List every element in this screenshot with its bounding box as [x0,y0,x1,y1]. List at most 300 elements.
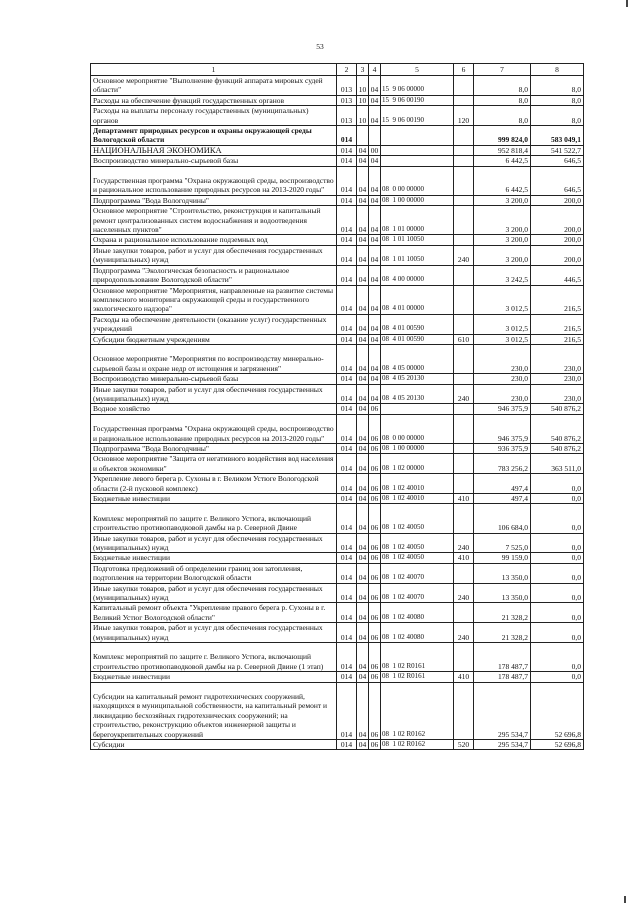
row-name-cell: Субсидии бюджетным учреждениям [91,334,337,344]
row-gr-cell: 014 [337,145,357,155]
row-pr-cell [369,126,381,146]
table-row [91,474,584,494]
row-csr-cell: 08 1 01 10050 [381,245,454,265]
row-rz-cell: 04 [357,443,369,453]
row-rz-cell: 04 [357,643,369,672]
row-csr-cell: 08 1 02 40050 [381,553,454,563]
row-value-1-cell: 3 200,0 [474,195,531,205]
header-row [91,64,584,76]
row-rz-cell: 04 [357,404,369,414]
row-pr-cell: 04 [369,265,381,285]
row-vr-cell [454,344,474,373]
row-pr-cell: 04 [369,76,381,96]
row-vr-cell: 240 [454,533,474,553]
row-value-2-cell: 216,5 [531,314,584,334]
row-gr-cell: 014 [337,374,357,384]
row-value-2-cell: 216,5 [531,334,584,344]
row-rz-cell: 04 [357,682,369,739]
table-row [91,553,584,563]
row-value-2-cell: 0,0 [531,533,584,553]
row-vr-cell [454,563,474,583]
row-pr-cell: 04 [369,374,381,384]
table-row [91,443,584,453]
row-pr-cell: 06 [369,443,381,453]
row-pr-cell: 06 [369,553,381,563]
row-csr-cell: 08 4 05 00000 [381,344,454,373]
row-vr-cell [454,235,474,245]
row-value-1-cell: 3 012,5 [474,314,531,334]
row-csr-cell [381,404,454,414]
row-csr-cell: 08 4 00 00000 [381,265,454,285]
row-rz-cell: 04 [357,206,369,235]
row-name-cell: Комплекс мероприятий по защите г. Великого Устюга, включающий строительство противопаводковой дамбы на р. Северной Двине [91,504,337,533]
page-number: 53 [316,42,324,51]
row-pr-cell: 06 [369,583,381,603]
row-pr-cell: 04 [369,166,381,195]
row-value-2-cell: 200,0 [531,245,584,265]
table-row [91,374,584,384]
row-value-1-cell: 21 328,2 [474,623,531,643]
row-name-cell: Бюджетные инвестиции [91,493,337,503]
row-csr-cell: 08 1 02 R0162 [381,682,454,739]
row-rz-cell: 04 [357,235,369,245]
row-rz-cell [357,126,369,146]
table-row [91,623,584,643]
row-csr-cell: 08 1 02 40080 [381,603,454,623]
header-cell: 6 [454,64,474,76]
row-pr-cell: 06 [369,603,381,623]
row-vr-cell [454,443,474,453]
row-gr-cell: 014 [337,563,357,583]
row-csr-cell: 08 1 00 00000 [381,195,454,205]
row-vr-cell [454,95,474,105]
row-csr-cell: 15 9 06 00190 [381,106,454,126]
table-row [91,533,584,553]
row-vr-cell [454,145,474,155]
row-value-1-cell: 230,0 [474,374,531,384]
row-value-2-cell: 0,0 [531,474,584,494]
table-row [91,126,584,146]
row-pr-cell: 04 [369,106,381,126]
row-value-1-cell: 3 012,5 [474,285,531,314]
row-name-cell: Субсидии на капитальный ремонт гидротехнических сооружений, находящихся в муниципальной собственности, на капитальный ремонт и ликвидацию бесхозяйных гидротехнических сооружений; на строительство, реконструкцию объектов инженерной защиты и берегоукрепительных сооружений [91,682,337,739]
row-pr-cell: 06 [369,672,381,682]
row-gr-cell: 014 [337,672,357,682]
table-row [91,672,584,682]
row-value-2-cell: 0,0 [531,563,584,583]
row-value-2-cell: 216,5 [531,285,584,314]
table-row [91,145,584,155]
row-rz-cell: 04 [357,603,369,623]
row-value-2-cell: 646,5 [531,166,584,195]
row-value-1-cell: 3 200,0 [474,235,531,245]
row-vr-cell: 240 [454,623,474,643]
row-name-cell: Иные закупки товаров, работ и услуг для обеспечения государственных (муниципальных) нужд [91,623,337,643]
row-rz-cell: 04 [357,672,369,682]
row-gr-cell: 014 [337,682,357,739]
row-vr-cell: 120 [454,106,474,126]
row-value-2-cell: 0,0 [531,553,584,563]
top-edge-mark [626,0,628,7]
row-rz-cell: 04 [357,474,369,494]
row-rz-cell: 04 [357,553,369,563]
row-value-2-cell: 52 696,8 [531,740,584,750]
row-csr-cell: 08 1 02 00000 [381,454,454,474]
row-gr-cell: 014 [337,443,357,453]
row-pr-cell: 06 [369,504,381,533]
row-value-1-cell: 8,0 [474,76,531,96]
row-csr-cell [381,126,454,146]
table-row [91,414,584,443]
row-rz-cell: 04 [357,454,369,474]
row-value-1-cell: 783 256,2 [474,454,531,474]
row-csr-cell: 15 9 06 00190 [381,95,454,105]
row-pr-cell: 04 [369,206,381,235]
row-value-1-cell: 3 242,5 [474,265,531,285]
row-pr-cell: 06 [369,643,381,672]
table-row [91,563,584,583]
row-pr-cell: 04 [369,95,381,105]
row-value-1-cell: 21 328,2 [474,603,531,623]
row-vr-cell: 240 [454,583,474,603]
table-row [91,265,584,285]
table-row [91,682,584,739]
row-pr-cell: 06 [369,740,381,750]
row-value-1-cell: 230,0 [474,384,531,404]
row-name-cell: Расходы на обеспечение деятельности (оказание услуг) государственных учреждений [91,314,337,334]
row-rz-cell: 04 [357,166,369,195]
row-value-1-cell: 497,4 [474,474,531,494]
row-vr-cell [454,156,474,166]
header-cell: 8 [531,64,584,76]
row-gr-cell: 014 [337,454,357,474]
row-name-cell: Субсидии [91,740,337,750]
row-value-1-cell: 3 200,0 [474,245,531,265]
table-row [91,404,584,414]
table-row [91,235,584,245]
row-rz-cell: 04 [357,344,369,373]
row-vr-cell [454,195,474,205]
table-row [91,195,584,205]
row-value-1-cell: 952 818,4 [474,145,531,155]
row-pr-cell: 06 [369,563,381,583]
row-gr-cell: 014 [337,603,357,623]
table-row [91,95,584,105]
row-csr-cell: 08 1 02 R0161 [381,643,454,672]
row-rz-cell: 04 [357,145,369,155]
row-gr-cell: 014 [337,166,357,195]
row-rz-cell: 04 [357,583,369,603]
row-name-cell: Государственная программа "Охрана окружающей среды, воспроизводство и рациональное использование природных ресурсов на 2013-2020 годы" [91,414,337,443]
row-vr-cell: 240 [454,384,474,404]
row-vr-cell [454,166,474,195]
row-csr-cell: 08 1 01 10050 [381,235,454,245]
row-name-cell: Государственная программа "Охрана окружающей среды, воспроизводство и рациональное использование природных ресурсов на 2013-2020 годы" [91,166,337,195]
table-row [91,454,584,474]
header-cell: 4 [369,64,381,76]
row-csr-cell [381,145,454,155]
row-value-2-cell: 541 522,7 [531,145,584,155]
row-gr-cell: 014 [337,245,357,265]
row-rz-cell: 04 [357,245,369,265]
row-pr-cell: 04 [369,344,381,373]
row-rz-cell: 04 [357,285,369,314]
table-row [91,603,584,623]
row-value-1-cell: 936 375,9 [474,443,531,453]
row-rz-cell: 04 [357,533,369,553]
row-value-2-cell: 363 511,0 [531,454,584,474]
row-name-cell: Расходы на обеспечение функций государственных органов [91,95,337,105]
row-rz-cell: 04 [357,314,369,334]
budget-table [90,63,584,750]
row-value-2-cell: 540 876,2 [531,404,584,414]
row-pr-cell: 06 [369,404,381,414]
row-rz-cell: 10 [357,95,369,105]
row-vr-cell: 410 [454,493,474,503]
row-pr-cell: 04 [369,195,381,205]
row-gr-cell: 014 [337,740,357,750]
row-name-cell: Воспроизводство минерально-сырьевой базы [91,374,337,384]
row-vr-cell [454,504,474,533]
row-csr-cell: 08 0 00 00000 [381,414,454,443]
row-name-cell: Охрана и рациональное использование подземных вод [91,235,337,245]
row-value-2-cell: 230,0 [531,374,584,384]
row-gr-cell: 014 [337,235,357,245]
row-value-1-cell: 295 534,7 [474,682,531,739]
row-csr-cell: 08 1 02 40050 [381,504,454,533]
table-row [91,504,584,533]
row-value-1-cell: 99 159,0 [474,553,531,563]
table-row [91,245,584,265]
row-value-2-cell: 0,0 [531,583,584,603]
row-rz-cell: 04 [357,623,369,643]
row-csr-cell: 08 1 02 40050 [381,533,454,553]
row-csr-cell: 08 1 02 40010 [381,474,454,494]
row-vr-cell [454,374,474,384]
row-pr-cell: 06 [369,682,381,739]
row-value-2-cell: 8,0 [531,106,584,126]
row-name-cell: Бюджетные инвестиции [91,553,337,563]
row-csr-cell: 08 4 01 00590 [381,334,454,344]
row-value-2-cell: 0,0 [531,643,584,672]
table-row [91,384,584,404]
row-name-cell: Укрепление левого берега р. Сухоны в г. Великом Устюге Вологодской области (2-й пусковой комплекс) [91,474,337,494]
row-csr-cell: 08 1 02 40010 [381,493,454,503]
row-vr-cell: 410 [454,672,474,682]
table-row [91,285,584,314]
row-pr-cell: 06 [369,414,381,443]
table-row [91,156,584,166]
row-value-1-cell: 6 442,5 [474,166,531,195]
table-row [91,740,584,750]
bottom-edge-mark [624,896,626,903]
row-name-cell: Основное мероприятие "Строительство, реконструкция и капитальный ремонт централизованных систем водоснабжения и водоотведения населенных пунктов" [91,206,337,235]
row-rz-cell: 04 [357,334,369,344]
row-gr-cell: 014 [337,195,357,205]
row-value-1-cell: 13 350,0 [474,563,531,583]
row-name-cell: НАЦИОНАЛЬНАЯ ЭКОНОМИКА [91,145,337,155]
row-pr-cell: 06 [369,533,381,553]
row-vr-cell [454,126,474,146]
row-value-1-cell: 230,0 [474,344,531,373]
row-name-cell: Подготовка предложений об определении границ зон затопления, подтопления на территории Вологодской области [91,563,337,583]
row-rz-cell: 04 [357,374,369,384]
row-rz-cell: 04 [357,493,369,503]
row-value-2-cell: 8,0 [531,76,584,96]
row-rz-cell: 04 [357,195,369,205]
row-vr-cell [454,603,474,623]
row-gr-cell: 014 [337,206,357,235]
row-vr-cell [454,474,474,494]
header-cell: 7 [474,64,531,76]
row-rz-cell: 04 [357,563,369,583]
row-gr-cell: 014 [337,285,357,314]
row-gr-cell: 014 [337,156,357,166]
row-name-cell: Подпрограмма "Вода Вологодчины" [91,443,337,453]
row-value-1-cell: 946 375,9 [474,404,531,414]
row-name-cell: Иные закупки товаров, работ и услуг для обеспечения государственных (муниципальных) нужд [91,384,337,404]
row-gr-cell: 014 [337,334,357,344]
row-gr-cell: 014 [337,553,357,563]
row-gr-cell: 013 [337,95,357,105]
row-csr-cell: 08 1 01 00000 [381,206,454,235]
row-name-cell: Водное хозяйство [91,404,337,414]
row-pr-cell: 06 [369,474,381,494]
row-pr-cell: 06 [369,623,381,643]
row-csr-cell [381,156,454,166]
row-gr-cell: 014 [337,474,357,494]
row-rz-cell: 04 [357,384,369,404]
row-name-cell: Иные закупки товаров, работ и услуг для обеспечения государственных (муниципальных) нужд [91,245,337,265]
row-value-2-cell: 0,0 [531,672,584,682]
header-cell: 3 [357,64,369,76]
row-gr-cell: 014 [337,384,357,404]
row-rz-cell: 04 [357,414,369,443]
row-name-cell: Расходы на выплаты персоналу государственных (муниципальных) органов [91,106,337,126]
row-rz-cell: 10 [357,106,369,126]
row-value-2-cell: 52 696,8 [531,682,584,739]
row-pr-cell: 06 [369,493,381,503]
row-gr-cell: 014 [337,126,357,146]
row-name-cell: Бюджетные инвестиции [91,672,337,682]
row-rz-cell: 04 [357,156,369,166]
row-gr-cell: 014 [337,314,357,334]
row-name-cell: Основное мероприятие "Мероприятия по воспроизводству минерально-сырьевой базы и охране недр от истощения и загрязнения" [91,344,337,373]
row-csr-cell: 08 4 01 00590 [381,314,454,334]
table-row [91,206,584,235]
row-gr-cell: 014 [337,344,357,373]
row-pr-cell: 04 [369,285,381,314]
table-body [91,64,584,750]
row-name-cell: Подпрограмма "Вода Вологодчины" [91,195,337,205]
row-value-1-cell: 295 534,7 [474,740,531,750]
row-csr-cell: 08 1 02 40070 [381,583,454,603]
header-cell: 1 [91,64,337,76]
row-gr-cell: 014 [337,265,357,285]
row-name-cell: Департамент природных ресурсов и охраны окружающей среды Вологодской области [91,126,337,146]
row-csr-cell: 08 1 02 40080 [381,623,454,643]
row-vr-cell: 410 [454,553,474,563]
row-csr-cell: 15 9 06 00000 [381,76,454,96]
row-value-2-cell: 200,0 [531,235,584,245]
row-pr-cell: 04 [369,156,381,166]
row-gr-cell: 014 [337,533,357,553]
row-name-cell: Иные закупки товаров, работ и услуг для обеспечения государственных (муниципальных) нужд [91,583,337,603]
row-value-2-cell: 230,0 [531,344,584,373]
row-value-2-cell: 0,0 [531,493,584,503]
table-row [91,344,584,373]
row-csr-cell: 08 0 00 00000 [381,166,454,195]
row-value-1-cell: 7 525,0 [474,533,531,553]
table-row [91,106,584,126]
row-value-2-cell: 540 876,2 [531,414,584,443]
row-value-1-cell: 8,0 [474,95,531,105]
row-value-1-cell: 8,0 [474,106,531,126]
row-vr-cell [454,265,474,285]
row-csr-cell: 08 1 02 R0162 [381,740,454,750]
row-gr-cell: 013 [337,106,357,126]
row-vr-cell [454,206,474,235]
row-name-cell: Воспроизводство минерально-сырьевой базы [91,156,337,166]
row-rz-cell: 10 [357,76,369,96]
row-vr-cell [454,682,474,739]
row-value-1-cell: 178 487,7 [474,672,531,682]
table-row [91,314,584,334]
row-value-1-cell: 999 824,0 [474,126,531,146]
row-value-2-cell: 0,0 [531,603,584,623]
row-vr-cell [454,454,474,474]
table-row [91,166,584,195]
table-row [91,583,584,603]
row-gr-cell: 014 [337,643,357,672]
row-pr-cell: 00 [369,145,381,155]
table-row [91,493,584,503]
row-pr-cell: 04 [369,314,381,334]
row-value-2-cell: 200,0 [531,195,584,205]
row-gr-cell: 014 [337,493,357,503]
row-gr-cell: 014 [337,623,357,643]
row-value-1-cell: 106 684,0 [474,504,531,533]
row-vr-cell [454,643,474,672]
row-value-2-cell: 646,5 [531,156,584,166]
row-csr-cell: 08 4 05 20130 [381,384,454,404]
row-gr-cell: 014 [337,404,357,414]
row-csr-cell: 08 1 02 40070 [381,563,454,583]
row-value-2-cell: 200,0 [531,206,584,235]
row-name-cell: Капитальный ремонт объекта "Укрепление правого берега р. Сухоны в г. Великий Устюг Вологодской области" [91,603,337,623]
row-vr-cell [454,414,474,443]
row-name-cell: Комплекс мероприятий по защите г. Великого Устюга, включающий строительство противопаводковой дамбы на р. Северной Двине (1 этап) [91,643,337,672]
row-gr-cell: 014 [337,414,357,443]
row-value-2-cell: 540 876,2 [531,443,584,453]
table-row [91,643,584,672]
table-row [91,76,584,96]
row-name-cell: Основное мероприятие "Выполнение функций аппарата мировых судей области" [91,76,337,96]
row-gr-cell: 013 [337,76,357,96]
row-name-cell: Основное мероприятие "Мероприятия, направленные на развитие системы комплексного мониторинга окружающей среды и государственного экологического надзора" [91,285,337,314]
row-pr-cell: 04 [369,334,381,344]
row-pr-cell: 04 [369,384,381,404]
row-value-2-cell: 230,0 [531,384,584,404]
row-value-2-cell: 0,0 [531,504,584,533]
row-csr-cell: 08 4 01 00000 [381,285,454,314]
row-vr-cell: 610 [454,334,474,344]
table-row [91,334,584,344]
row-value-1-cell: 946 375,9 [474,414,531,443]
row-pr-cell: 06 [369,454,381,474]
row-gr-cell: 014 [337,504,357,533]
row-value-1-cell: 6 442,5 [474,156,531,166]
